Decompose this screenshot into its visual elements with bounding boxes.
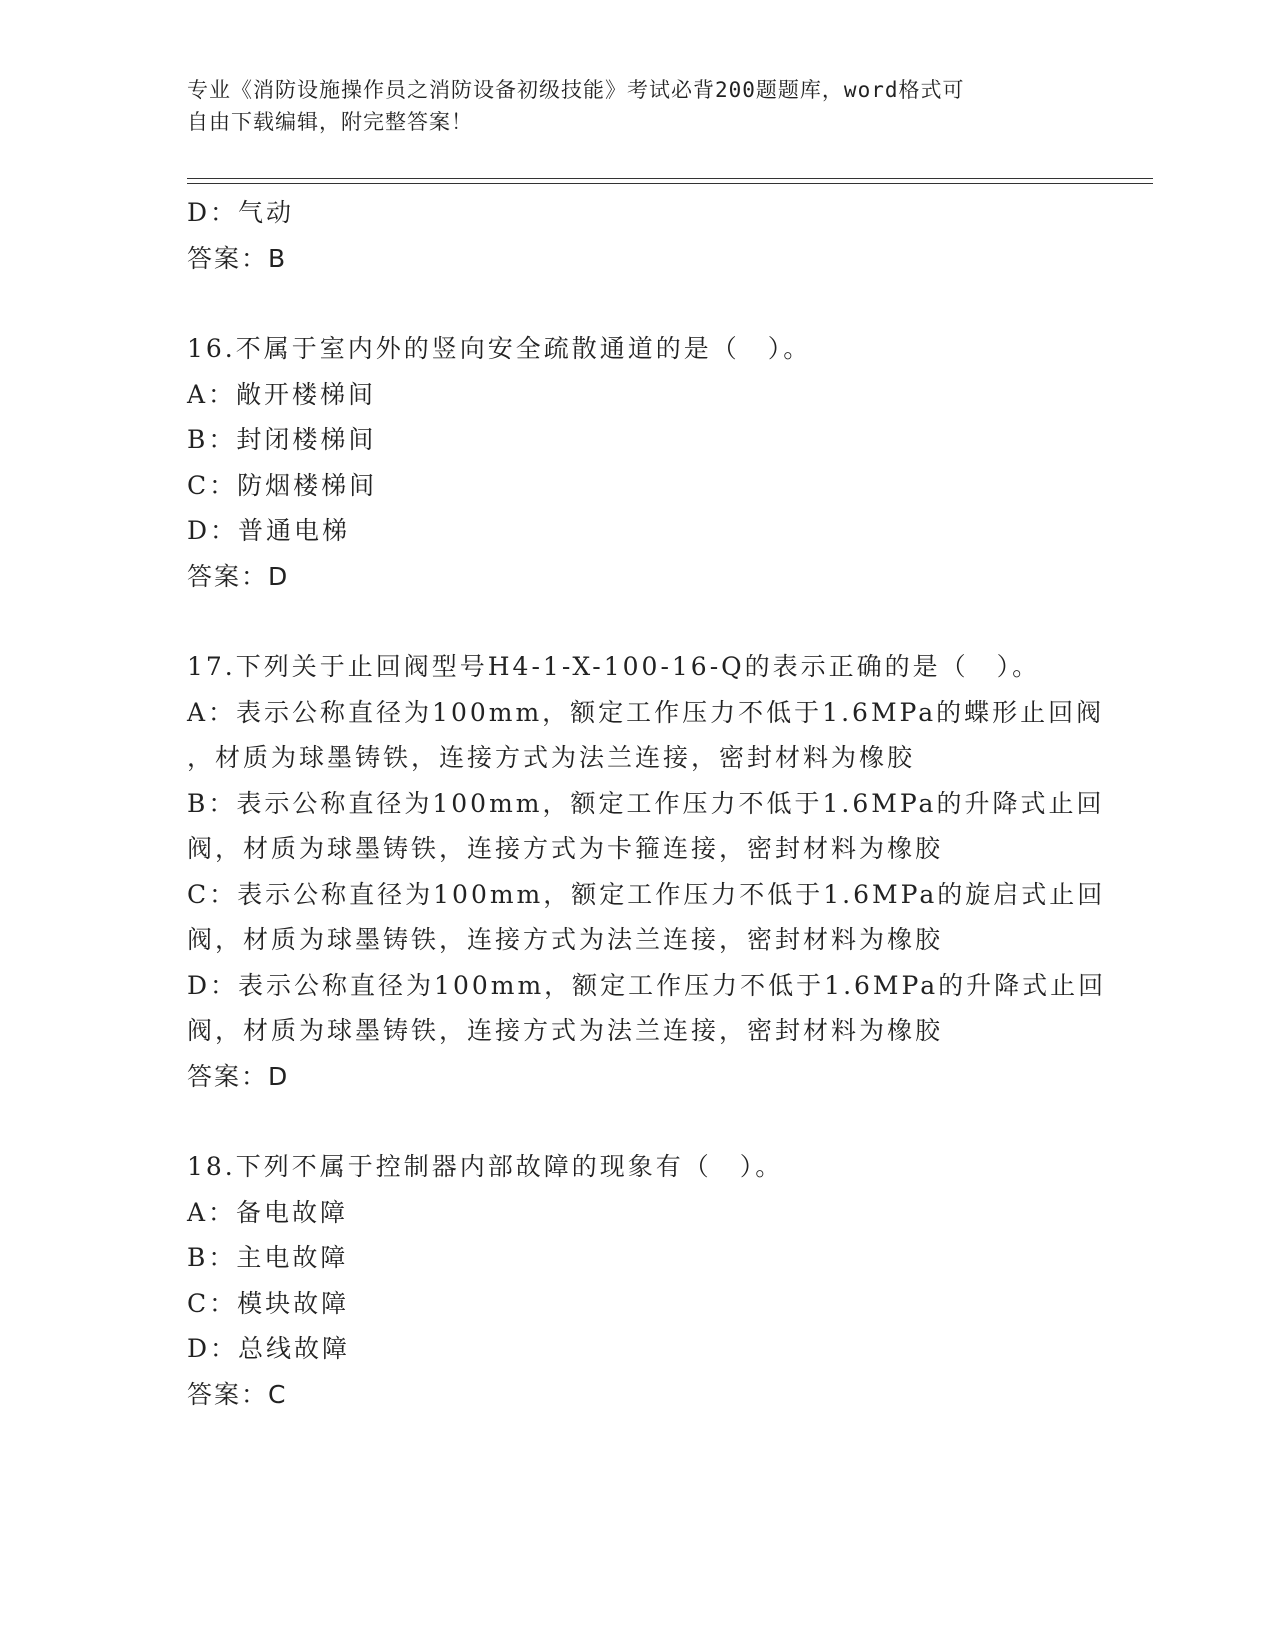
question-17-option-b: B：表示公称直径为100mm，额定工作压力不低于1.6MPa的升降式止回 (187, 788, 1105, 818)
question-18-option-d: D：总线故障 (187, 1334, 351, 1363)
header-line-1: 专业《消防设施操作员之消防设备初级技能》考试必背200题题库，word格式可 (187, 78, 965, 102)
prev-option-d: D：气动 (187, 198, 295, 227)
question-17-stem: 17.下列关于止回阀型号H4-1-X-100-16-Q的表示正确的是（ ）。 (187, 652, 1041, 681)
question-16-option-b: B：封闭楼梯间 (187, 425, 377, 454)
question-17-option-d: D：表示公称直径为100mm，额定工作压力不低于1.6MPa的升降式止回 (187, 970, 1107, 1000)
spacer (187, 281, 1107, 326)
question-17-option-a-cont: ，材质为球墨铸铁，连接方式为法兰连接，密封材料为橡胶 (187, 743, 916, 772)
question-17-option-b-cont: 阀，材质为球墨铸铁，连接方式为卡箍连接，密封材料为橡胶 (187, 834, 944, 863)
question-17-option-c: C：表示公称直径为100mm，额定工作压力不低于1.6MPa的旋启式止回 (187, 879, 1106, 909)
question-16-answer: 答案：D (187, 561, 290, 591)
question-18-answer: 答案：C (187, 1379, 288, 1409)
question-17-option-c-cont: 阀，材质为球墨铸铁，连接方式为法兰连接，密封材料为橡胶 (187, 925, 944, 954)
prev-answer: 答案：B (187, 243, 288, 273)
question-18-option-c: C：模块故障 (187, 1288, 350, 1318)
header-line-2: 自由下载编辑，附完整答案！ (187, 110, 473, 134)
question-17-answer: 答案：D (187, 1061, 290, 1091)
header-divider-top (187, 178, 1153, 179)
question-18-option-b: B：主电故障 (187, 1243, 349, 1272)
question-18-stem: 18.下列不属于控制器内部故障的现象有（ ）。 (187, 1152, 784, 1181)
spacer (187, 599, 1107, 644)
question-17-option-d-cont: 阀，材质为球墨铸铁，连接方式为法兰连接，密封材料为橡胶 (187, 1016, 944, 1045)
header-divider-bottom (187, 183, 1153, 184)
page-header (187, 74, 1087, 138)
question-18-option-a: A：备电故障 (187, 1197, 349, 1227)
question-17-option-a: A：表示公称直径为100mm，额定工作压力不低于1.6MPa的蝶形止回阀 (187, 697, 1105, 727)
question-16-stem: 16.不属于室内外的竖向安全疏散通道的是（ ）。 (187, 334, 812, 363)
question-content (187, 190, 1107, 1417)
spacer (187, 1099, 1107, 1144)
question-16-option-d: D：普通电梯 (187, 516, 351, 545)
question-16-option-c: C：防烟楼梯间 (187, 470, 378, 500)
question-16-option-a: A：敞开楼梯间 (187, 379, 377, 409)
